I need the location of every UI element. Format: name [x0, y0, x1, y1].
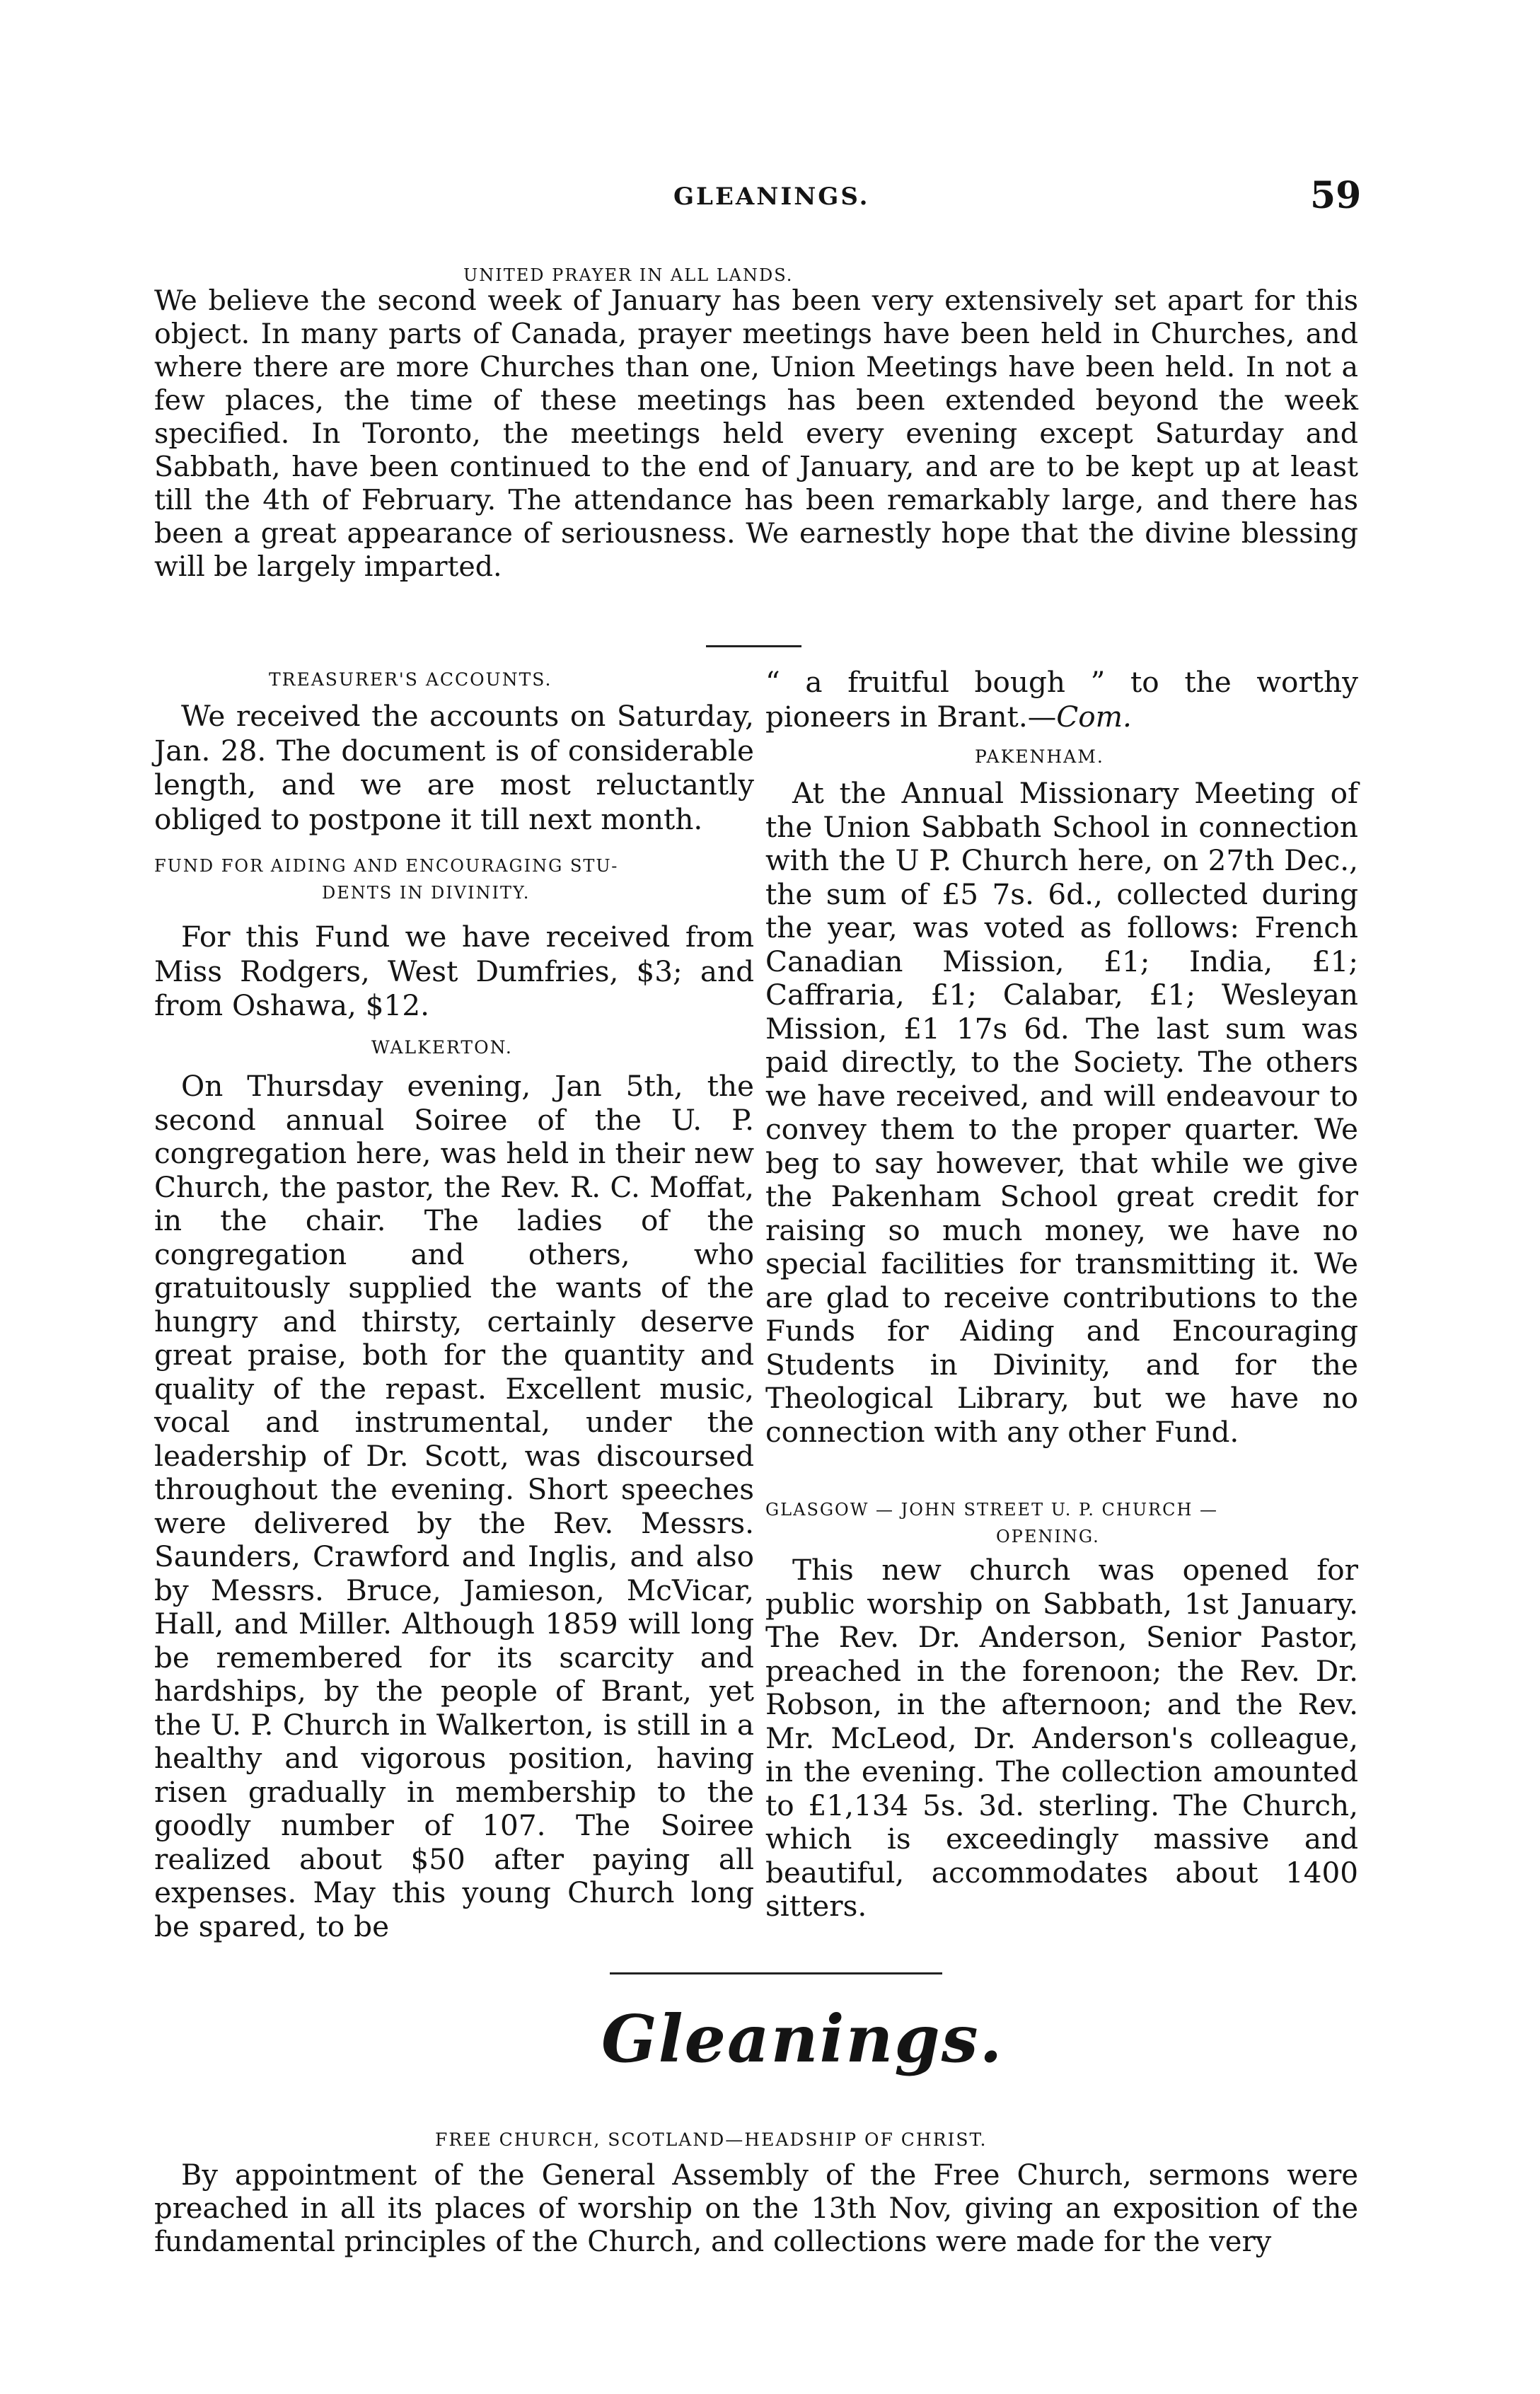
fund-title-line2: DENTS IN DIVINITY.	[322, 883, 531, 903]
running-head: GLEANINGS.	[673, 183, 870, 211]
gleanings-heading: Gleanings.	[601, 2001, 1004, 2077]
glasgow-title-line1: GLASGOW — JOHN STREET U. P. CHURCH —	[765, 1500, 1219, 1520]
glasgow-title-line2: OPENING.	[996, 1527, 1100, 1546]
pakenham-title: PAKENHAM.	[975, 746, 1104, 767]
treasurers-accounts-title: TREASURER'S ACCOUNTS.	[269, 669, 552, 690]
free-church-body	[154, 2159, 1358, 2259]
page-number: 59	[1310, 174, 1362, 217]
pakenham-paragraph: At the Annual Missionary Meeting of the Union Sabbath School in connection with the U P. Church here, on 27th Dec., the sum of £5 7s. 6d., collected during the year, was voted as follows: French Canadian Mission, £1; India, £1; Caffraria, £1; Calabar, £1; Wesleyan Mission, £1 17s 6d. The last sum was paid directly, to the Society. The others we have received, and will endeavour to convey them to the proper quarter. We beg to say however, that while we give the Pakenham School great credit for raising so much money, we have no special facilities for transmitting it. We are glad to receive contributions to the Funds for Aiding and Encouraging Students in Divinity, and for the Theological Library, but we have no connection with any other Fund.	[765, 776, 1358, 1449]
fund-body	[154, 920, 754, 1023]
fund-title-line1: FUND FOR AIDING AND ENCOURAGING STU-	[154, 856, 619, 876]
walkerton-title: WALKERTON.	[371, 1037, 513, 1058]
walkerton-signature: Com.	[1056, 699, 1132, 734]
free-church-paragraph: By appointment of the General Assembly of the Free Church, sermons were preached in all its places of worship on the 13th Nov, giving an exposition of the fundamental principles of the Church, and collections were made for the very	[154, 2159, 1358, 2258]
united-prayer-title: UNITED PRAYER IN ALL LANDS.	[463, 265, 794, 285]
fund-paragraph: For this Fund we have received from Miss Rodgers, West Dumfries, $3; and from Oshawa, $12.	[154, 920, 754, 1022]
pakenham-body	[765, 777, 1358, 1449]
walkerton-continuation-paragraph	[765, 665, 1358, 734]
walkerton-paragraph: On Thursday evening, Jan 5th, the second annual Soiree of the U. P. congregation here, was held in their new Church, the pastor, the Rev. R. C. Moffat, in the chair. The ladies of the congregation and others, who gratuitously supplied the wants of the hungry and thirsty, certainly deserve great praise, both for the quantity and quality of the repast. Excellent music, vocal and instrumental, under the leadership of Dr. Scott, was discoursed throughout the evening. Short speeches were delivered by the Rev. Messrs. Saunders, Crawford and Inglis, and also by Messrs. Bruce, Jamieson, McVicar, Hall, and Miller. Although 1859 will long be remembered for its scarcity and hardships, by the people of Brant, yet the U. P. Church in Walkerton, is still in a healthy and vigorous position, having risen gradually in membership to the goodly number of 107. The Soiree realized about $50 after paying all expenses. May this young Church long be spared, to be	[154, 1069, 754, 1943]
section-divider	[706, 645, 801, 647]
free-church-title: FREE CHURCH, SCOTLAND—HEADSHIP OF CHRIST.	[435, 2129, 988, 2150]
treasurers-accounts-body	[154, 699, 754, 836]
walkerton-continuation-text: “ a fruitful bough ” to the worthy pioneers in Brant.—	[765, 665, 1358, 734]
walkerton-body	[154, 1070, 754, 1943]
united-prayer-paragraph: We believe the second week of January has been very extensively set apart for this object. In many parts of Canada, prayer meetings have been held in Churches, and where there are more Churches than one, Union Meetings have been held. In not a few places, the time of these meetings has been extended beyond the week specified. In Toronto, the meetings held every evening except Saturday and Sabbath, have been continued to the end of January, and are to be kept up at least till the 4th of February. The attendance has been remarkably large, and there has been a great appearance of seriousness. We earnestly hope that the divine blessing will be largely imparted.	[154, 284, 1358, 583]
walkerton-continuation	[765, 665, 1358, 734]
gleanings-divider	[610, 1972, 942, 1974]
glasgow-body	[765, 1554, 1358, 1924]
glasgow-paragraph: This new church was opened for public worship on Sabbath, 1st January. The Rev. Dr. Anderson, Senior Pastor, preached in the forenoon; the Rev. Dr. Robson, in the afternoon; and the Rev. Mr. McLeod, Dr. Anderson's colleague, in the evening. The collection amounted to £1,134 5s. 3d. sterling. The Church, which is exceedingly massive and beautiful, accommodates about 1400 sitters.	[765, 1553, 1358, 1923]
treasurers-accounts-paragraph: We received the accounts on Saturday, Jan. 28. The document is of considerable length, and we are most reluctantly obliged to postpone it till next month.	[154, 699, 754, 836]
united-prayer-body	[154, 284, 1358, 584]
